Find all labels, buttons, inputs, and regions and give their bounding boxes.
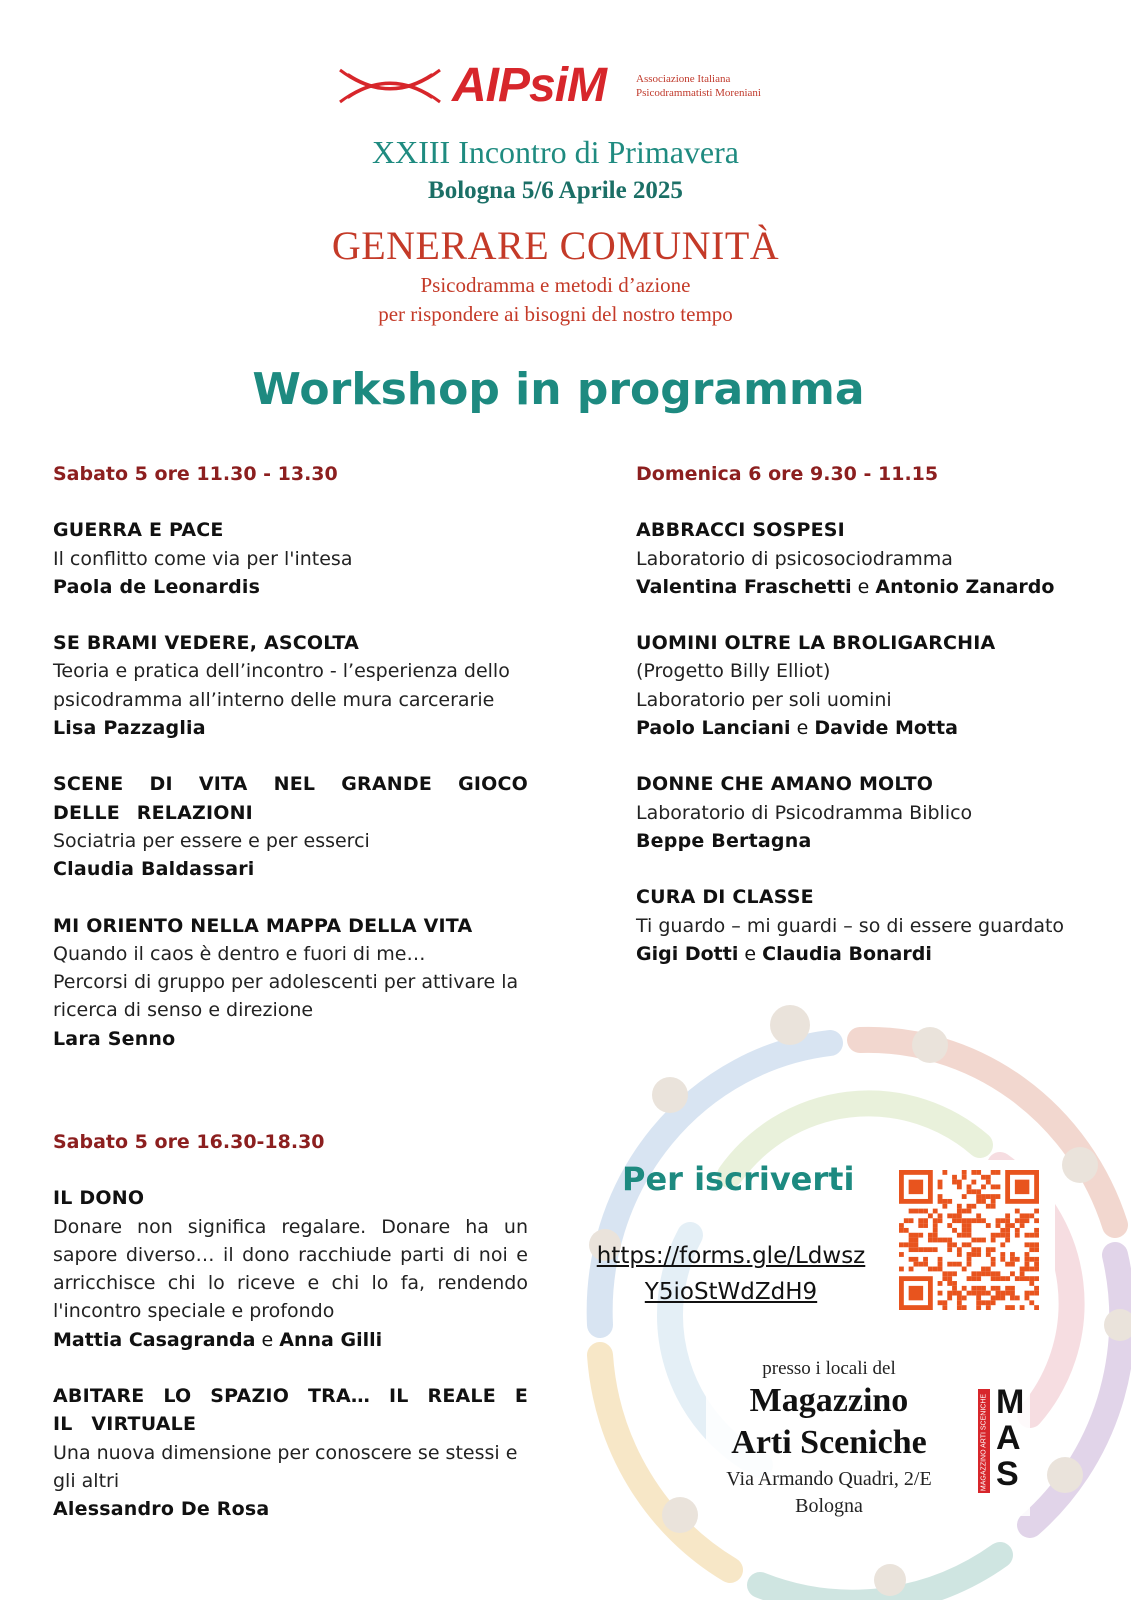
workshop-author: Claudia Bonardi bbox=[762, 942, 932, 965]
event-subtitle-line-2: per rispondere ai bisogni del nostro tempo bbox=[378, 302, 733, 326]
workshop-description: Il conflitto come via per l'intesa bbox=[53, 547, 353, 570]
workshop-description: Laboratorio di Psicodramma Biblico bbox=[636, 801, 973, 824]
logo-subtitle-line-2: Psicodrammatisti Moreniani bbox=[636, 87, 761, 99]
workshop-author: Claudia Baldassari bbox=[53, 858, 255, 881]
workshop-item bbox=[636, 883, 1106, 968]
session-heading: Domenica 6 ore 9.30 - 11.15 bbox=[636, 463, 939, 485]
venue-name-line-1: Magazzino bbox=[749, 1382, 909, 1419]
workshop-title: SCENE DI VITA NEL GRANDE GIOCO DELLE RELAZIONI bbox=[53, 773, 528, 824]
author-conjunction: e bbox=[261, 1328, 274, 1351]
session-heading: Sabato 5 ore 16.30-18.30 bbox=[53, 1131, 325, 1153]
workshop-description: Una nuova dimensione per conoscere se stessi e gli altri bbox=[53, 1441, 518, 1492]
workshop-item bbox=[53, 770, 528, 883]
workshop-title: UOMINI OLTRE LA BROLIGARCHIA bbox=[636, 632, 996, 655]
logo-wordmark: AIPsiM bbox=[452, 59, 607, 112]
venue-intro: presso i locali del bbox=[762, 1358, 896, 1379]
workshop-author: Mattia Casagranda bbox=[53, 1328, 256, 1351]
event-title: XXIII Incontro di Primavera bbox=[372, 134, 739, 170]
venue-street: Via Armando Quadri, 2/E bbox=[726, 1468, 932, 1490]
event-subtitle-line-1: Psicodramma e metodi d’azione bbox=[420, 273, 691, 297]
session-heading: Sabato 5 ore 11.30 - 13.30 bbox=[53, 463, 338, 485]
workshop-item bbox=[53, 516, 528, 601]
session-saturday-afternoon bbox=[53, 1128, 528, 1552]
workshop-author: Beppe Bertagna bbox=[636, 829, 812, 852]
event-theme: GENERARE COMUNITÀ bbox=[331, 223, 780, 268]
mas-letter: M bbox=[996, 1383, 1025, 1421]
author-conjunction: e bbox=[857, 575, 870, 598]
workshop-description: Percorsi di gruppo per adolescenti per attivare la ricerca di senso e direzione bbox=[53, 971, 519, 1022]
workshop-authors bbox=[636, 940, 1106, 968]
logo-mark-icon bbox=[338, 64, 442, 108]
workshop-description: Ti guardo – mi guardi – so di essere guardato bbox=[636, 914, 1065, 937]
registration-link[interactable] bbox=[586, 1238, 876, 1310]
workshop-title: DONNE CHE AMANO MOLTO bbox=[636, 773, 934, 796]
workshop-description: Sociatria per essere e per esserci bbox=[53, 829, 370, 852]
registration-link-line-1[interactable]: https://forms.gle/Ldwsz bbox=[596, 1243, 866, 1269]
workshop-description: Quando il caos è dentro e fuori di me… bbox=[53, 942, 426, 965]
qr-code-icon bbox=[899, 1170, 1039, 1310]
author-conjunction: e bbox=[796, 717, 809, 740]
workshop-item bbox=[53, 629, 528, 742]
aipsim-logo bbox=[338, 59, 778, 112]
workshop-title: ABITARE LO SPAZIO TRA… IL REALE E IL VIRTUALE bbox=[53, 1385, 528, 1436]
mas-letter: A bbox=[996, 1419, 1021, 1457]
workshop-author: Lara Senno bbox=[53, 1027, 176, 1050]
qr-code[interactable] bbox=[883, 1160, 1055, 1320]
workshop-author: Paolo Lanciani bbox=[636, 717, 791, 740]
logo-subtitle bbox=[636, 72, 761, 100]
session-sunday-morning bbox=[636, 460, 1106, 996]
venue-name-line-2: Arti Sceniche bbox=[731, 1424, 927, 1461]
workshop-author: Davide Motta bbox=[814, 717, 958, 740]
registration-title: Per iscriverti bbox=[622, 1160, 855, 1198]
venue-address bbox=[706, 1466, 952, 1520]
workshop-title: ABBRACCI SOSPESI bbox=[636, 519, 845, 542]
page-title: Workshop in programma bbox=[252, 364, 865, 415]
workshop-title: SE BRAMI VEDERE, ASCOLTA bbox=[53, 632, 359, 655]
workshop-author: Anna Gilli bbox=[279, 1328, 383, 1351]
venue-name bbox=[706, 1380, 952, 1464]
workshop-title: MI ORIENTO NELLA MAPPA DELLA VITA bbox=[53, 914, 473, 937]
session-saturday-morning bbox=[53, 460, 528, 1081]
event-date: Bologna 5/6 Aprile 2025 bbox=[428, 177, 683, 204]
workshop-authors bbox=[53, 1326, 528, 1354]
workshop-description: Teoria e pratica dell’incontro - l’esperienza dello psicodramma all’interno delle mura carcerarie bbox=[53, 660, 510, 711]
workshop-item bbox=[53, 1382, 528, 1523]
workshop-description: Donare non significa regalare. Donare ha un sapore diverso… il dono racchiude parti di noi e arricchisce chi lo riceve e chi lo fa, rendendo l'incontro speciale e profondo bbox=[53, 1215, 528, 1323]
workshop-author: Lisa Pazzaglia bbox=[53, 717, 206, 740]
workshop-item bbox=[636, 516, 1106, 601]
workshop-item bbox=[636, 770, 1106, 855]
workshop-item bbox=[53, 1184, 528, 1354]
registration-link-line-2[interactable]: Y5ioStWdZdH9 bbox=[644, 1279, 818, 1305]
workshop-authors bbox=[636, 573, 1106, 601]
workshop-item bbox=[636, 629, 1106, 742]
venue-city: Bologna bbox=[795, 1495, 863, 1517]
workshop-title: GUERRA E PACE bbox=[53, 519, 224, 542]
workshop-description: Laboratorio di psicosociodramma bbox=[636, 547, 953, 570]
mas-logo-stripe bbox=[978, 1389, 990, 1493]
workshop-title: CURA DI CLASSE bbox=[636, 886, 814, 909]
workshop-title: IL DONO bbox=[53, 1187, 145, 1210]
logo-subtitle-line-1: Associazione Italiana bbox=[636, 73, 731, 85]
workshop-description: Laboratorio per soli uomini bbox=[636, 688, 892, 711]
workshop-author: Antonio Zanardo bbox=[875, 575, 1055, 598]
workshop-item bbox=[53, 912, 528, 1053]
author-conjunction: e bbox=[744, 942, 757, 965]
workshop-author: Alessandro De Rosa bbox=[53, 1498, 270, 1521]
mas-logo-side-text: MAGAZZINO ARTI SCENICHE bbox=[980, 1393, 988, 1492]
mas-logo bbox=[978, 1385, 1034, 1495]
workshop-author: Valentina Fraschetti bbox=[636, 575, 852, 598]
workshop-description: (Progetto Billy Elliot) bbox=[636, 660, 831, 683]
workshop-author: Paola de Leonardis bbox=[53, 575, 261, 598]
mas-letter: S bbox=[996, 1455, 1019, 1493]
workshop-authors bbox=[636, 714, 1106, 742]
workshop-author: Gigi Dotti bbox=[636, 942, 739, 965]
event-subtitle bbox=[0, 271, 1111, 329]
